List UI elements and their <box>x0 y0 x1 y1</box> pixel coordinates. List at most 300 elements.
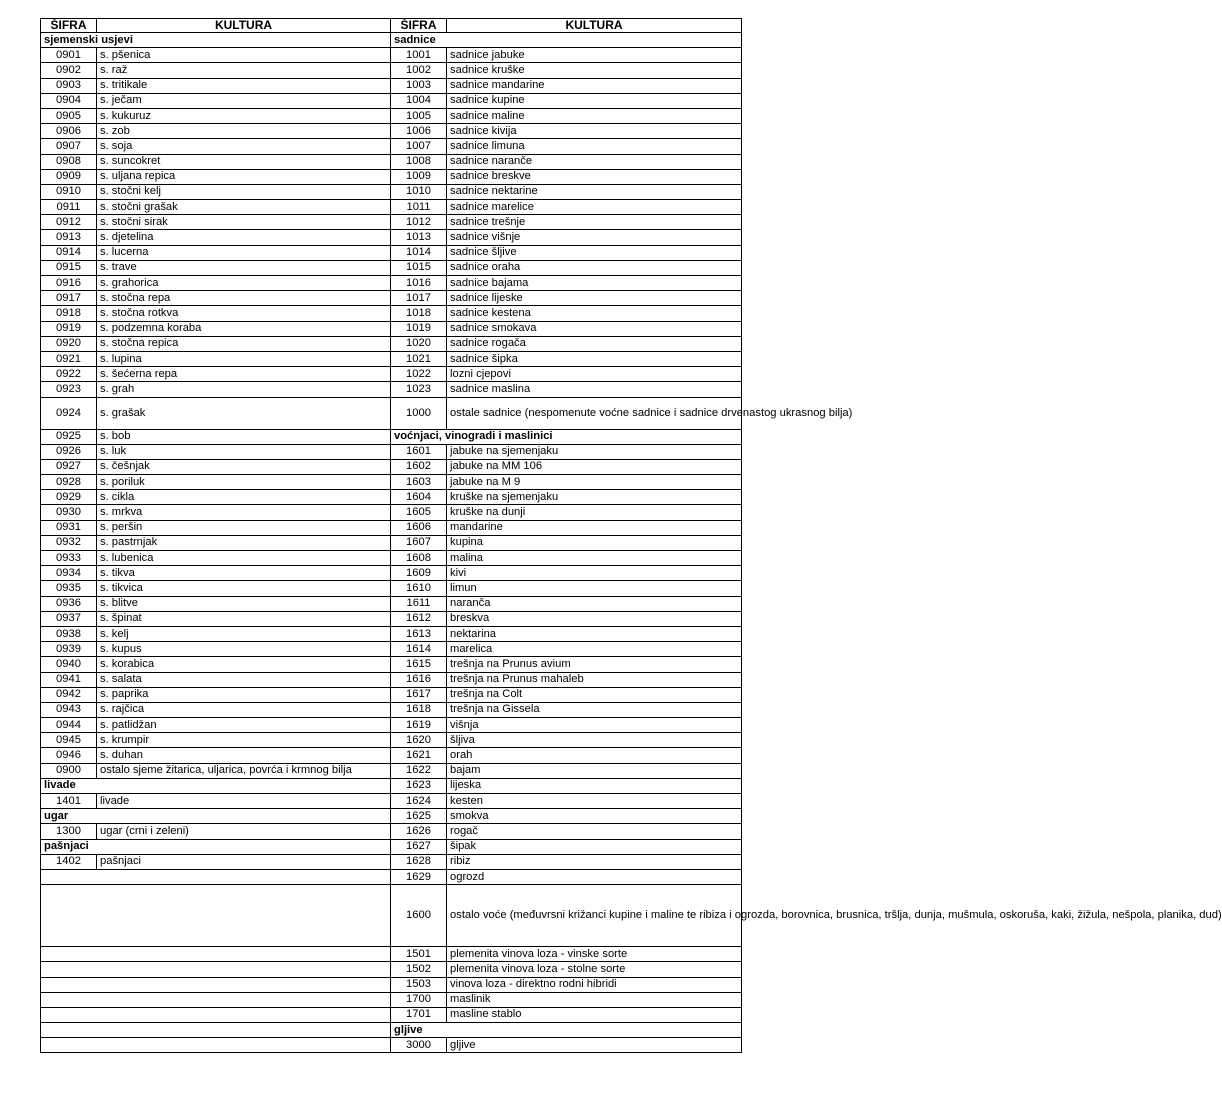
table-row <box>41 977 742 992</box>
code-cell: 1623 <box>391 778 447 793</box>
crop-name-cell: s. soja <box>97 139 391 154</box>
code-cell: 1502 <box>391 962 447 977</box>
code-cell: 0941 <box>41 672 97 687</box>
code-cell: 1005 <box>391 108 447 123</box>
code-cell: 1606 <box>391 520 447 535</box>
crop-code-table <box>40 18 1222 1053</box>
table-row <box>41 367 742 382</box>
crop-name-cell: sadnice nektarine <box>447 184 742 199</box>
crop-name-cell: sadnice kupine <box>447 93 742 108</box>
code-cell: 1401 <box>41 794 97 809</box>
table-row <box>41 124 742 139</box>
code-cell: 0930 <box>41 505 97 520</box>
code-cell: 0942 <box>41 687 97 702</box>
crop-name-cell: s. lubenica <box>97 551 391 566</box>
table-row <box>41 1038 742 1053</box>
crop-name-cell: malina <box>447 551 742 566</box>
crop-name-cell: s. rajčica <box>97 702 391 717</box>
crop-name-cell: kruške na dunji <box>447 505 742 520</box>
code-cell: 1009 <box>391 169 447 184</box>
code-cell: 1011 <box>391 200 447 215</box>
crop-name-cell: s. grašak <box>97 397 391 429</box>
code-cell: 0904 <box>41 93 97 108</box>
table-row <box>41 154 742 169</box>
table-row <box>41 429 742 444</box>
crop-name-cell: s. lupina <box>97 351 391 366</box>
code-cell: 0915 <box>41 260 97 275</box>
code-cell: 1016 <box>391 276 447 291</box>
code-cell: 0914 <box>41 245 97 260</box>
empty-cell <box>41 1023 391 1038</box>
code-cell: 0934 <box>41 566 97 581</box>
crop-name-cell: s. pastrnjak <box>97 535 391 550</box>
crop-name-cell: ugar (crni i zeleni) <box>97 824 391 839</box>
section-heading: voćnjaci, vinogradi i maslinici <box>391 429 742 444</box>
code-cell: 1022 <box>391 367 447 382</box>
empty-cell <box>41 1007 391 1022</box>
code-cell: 1605 <box>391 505 447 520</box>
empty-cell <box>41 885 391 947</box>
code-cell: 0900 <box>41 763 97 778</box>
code-cell: 0929 <box>41 490 97 505</box>
code-cell: 1003 <box>391 78 447 93</box>
crop-name-cell: sadnice višnje <box>447 230 742 245</box>
code-cell: 1001 <box>391 48 447 63</box>
crop-name-cell: ogrozd <box>447 869 742 884</box>
crop-name-cell: mandarine <box>447 520 742 535</box>
code-cell: 0932 <box>41 535 97 550</box>
code-cell: 1300 <box>41 824 97 839</box>
table-row <box>41 763 742 778</box>
crop-code-document <box>40 18 1222 1053</box>
table-row <box>41 382 742 397</box>
crop-name-cell: s. stočna repica <box>97 336 391 351</box>
crop-name-cell: nektarina <box>447 626 742 641</box>
crop-name-cell: s. stočni sirak <box>97 215 391 230</box>
code-cell: 1010 <box>391 184 447 199</box>
code-cell: 1012 <box>391 215 447 230</box>
crop-name-cell: s. šećerna repa <box>97 367 391 382</box>
code-cell: 1014 <box>391 245 447 260</box>
crop-name-cell: kupina <box>447 535 742 550</box>
crop-name-cell: s. stočni grašak <box>97 200 391 215</box>
crop-name-cell: sadnice breskve <box>447 169 742 184</box>
crop-name-cell: s. kelj <box>97 626 391 641</box>
code-cell: 0907 <box>41 139 97 154</box>
crop-name-cell: s. trave <box>97 260 391 275</box>
table-row <box>41 321 742 336</box>
code-cell: 0933 <box>41 551 97 566</box>
code-cell: 1626 <box>391 824 447 839</box>
code-cell: 1402 <box>41 854 97 869</box>
code-cell: 1019 <box>391 321 447 336</box>
crop-name-cell: plemenita vinova loza - stolne sorte <box>447 962 742 977</box>
crop-name-cell: ostalo sjeme žitarica, uljarica, povrća i krmnog bilja <box>97 763 391 778</box>
crop-name-cell: sadnice maline <box>447 108 742 123</box>
section-heading: ugar <box>41 809 391 824</box>
crop-name-cell: s. zob <box>97 124 391 139</box>
code-cell: 1628 <box>391 854 447 869</box>
table-row <box>41 351 742 366</box>
code-cell: 0925 <box>41 429 97 444</box>
table-row <box>41 778 742 793</box>
code-cell: 1629 <box>391 869 447 884</box>
table-row <box>41 78 742 93</box>
table-row <box>41 702 742 717</box>
code-cell: 0946 <box>41 748 97 763</box>
code-cell: 0940 <box>41 657 97 672</box>
crop-name-cell: naranča <box>447 596 742 611</box>
empty-cell <box>41 947 391 962</box>
crop-name-cell: sadnice trešnje <box>447 215 742 230</box>
code-cell: 0938 <box>41 626 97 641</box>
crop-name-cell: s. tritikale <box>97 78 391 93</box>
header-code-left: ŠIFRA <box>41 19 97 33</box>
code-cell: 1624 <box>391 794 447 809</box>
crop-name-cell: smokva <box>447 809 742 824</box>
crop-name-cell: sadnice rogača <box>447 336 742 351</box>
header-crop-left: KULTURA <box>97 19 391 33</box>
crop-name-cell: marelica <box>447 642 742 657</box>
code-cell: 0937 <box>41 611 97 626</box>
crop-name-cell: sadnice smokava <box>447 321 742 336</box>
code-cell: 1007 <box>391 139 447 154</box>
table-row <box>41 733 742 748</box>
crop-name-cell: limun <box>447 581 742 596</box>
table-row <box>41 824 742 839</box>
table-row <box>41 535 742 550</box>
code-cell: 3000 <box>391 1038 447 1053</box>
crop-name-cell: sadnice šipka <box>447 351 742 366</box>
code-cell: 1619 <box>391 718 447 733</box>
crop-name-cell: sadnice limuna <box>447 139 742 154</box>
table-row <box>41 490 742 505</box>
empty-cell <box>41 962 391 977</box>
crop-name-cell: s. bob <box>97 429 391 444</box>
crop-name-cell: s. peršin <box>97 520 391 535</box>
crop-name-cell: orah <box>447 748 742 763</box>
table-row <box>41 139 742 154</box>
crop-name-cell: livade <box>97 794 391 809</box>
table-row <box>41 566 742 581</box>
section-heading: livade <box>41 778 391 793</box>
code-cell: 1017 <box>391 291 447 306</box>
code-cell: 0931 <box>41 520 97 535</box>
crop-name-cell: s. ječam <box>97 93 391 108</box>
crop-name-cell: ostalo voće (međuvrsni križanci kupine i maline te ribiza i ogrozda, borovnica, brusnica, tršlja, dunja, mušmula, oskoruša, kaki, žižula, nešpola, planika, dud) <box>447 885 742 947</box>
crop-name-cell: s. duhan <box>97 748 391 763</box>
crop-name-cell: s. luk <box>97 444 391 459</box>
code-cell: 1021 <box>391 351 447 366</box>
code-cell: 1501 <box>391 947 447 962</box>
crop-name-cell: s. špinat <box>97 611 391 626</box>
code-cell: 1625 <box>391 809 447 824</box>
crop-name-cell: sadnice jabuke <box>447 48 742 63</box>
code-cell: 1002 <box>391 63 447 78</box>
table-row <box>41 63 742 78</box>
code-cell: 0908 <box>41 154 97 169</box>
crop-name-cell: s. suncokret <box>97 154 391 169</box>
crop-name-cell: trešnja na Prunus avium <box>447 657 742 672</box>
code-cell: 1602 <box>391 459 447 474</box>
crop-name-cell: sadnice mandarine <box>447 78 742 93</box>
table-row <box>41 551 742 566</box>
code-cell: 0939 <box>41 642 97 657</box>
crop-name-cell: trešnja na Prunus mahaleb <box>447 672 742 687</box>
code-cell: 0917 <box>41 291 97 306</box>
crop-name-cell: višnja <box>447 718 742 733</box>
table-row <box>41 245 742 260</box>
crop-name-cell: masline stablo <box>447 1007 742 1022</box>
section-heading: sadnice <box>391 33 742 48</box>
crop-name-cell: šipak <box>447 839 742 854</box>
table-row <box>41 1007 742 1022</box>
crop-name-cell: s. podzemna koraba <box>97 321 391 336</box>
section-heading: sjemenski usjevi <box>41 33 391 48</box>
code-cell: 1608 <box>391 551 447 566</box>
code-cell: 1604 <box>391 490 447 505</box>
crop-name-cell: jabuke na M 9 <box>447 475 742 490</box>
table-row <box>41 48 742 63</box>
code-cell: 1613 <box>391 626 447 641</box>
crop-name-cell: s. korabica <box>97 657 391 672</box>
code-cell: 0920 <box>41 336 97 351</box>
table-row <box>41 505 742 520</box>
crop-name-cell: s. tikvica <box>97 581 391 596</box>
code-cell: 1015 <box>391 260 447 275</box>
code-cell: 0935 <box>41 581 97 596</box>
code-cell: 0944 <box>41 718 97 733</box>
code-cell: 0922 <box>41 367 97 382</box>
code-cell: 0911 <box>41 200 97 215</box>
code-cell: 1622 <box>391 763 447 778</box>
table-row <box>41 947 742 962</box>
crop-name-cell: s. lucerna <box>97 245 391 260</box>
code-cell: 0936 <box>41 596 97 611</box>
crop-name-cell: s. tikva <box>97 566 391 581</box>
empty-cell <box>41 992 391 1007</box>
crop-name-cell: s. mrkva <box>97 505 391 520</box>
code-cell: 1020 <box>391 336 447 351</box>
code-cell: 1609 <box>391 566 447 581</box>
crop-name-cell: trešnja na Colt <box>447 687 742 702</box>
code-cell: 0919 <box>41 321 97 336</box>
code-cell: 0916 <box>41 276 97 291</box>
code-cell: 0905 <box>41 108 97 123</box>
crop-name-cell: rogač <box>447 824 742 839</box>
table-row <box>41 93 742 108</box>
table-row <box>41 611 742 626</box>
table-row <box>41 108 742 123</box>
empty-cell <box>41 977 391 992</box>
code-cell: 0918 <box>41 306 97 321</box>
crop-name-cell: sadnice šljive <box>447 245 742 260</box>
code-cell: 1603 <box>391 475 447 490</box>
crop-name-cell: s. kukuruz <box>97 108 391 123</box>
table-row <box>41 33 742 48</box>
table-row <box>41 672 742 687</box>
crop-name-cell: plemenita vinova loza - vinske sorte <box>447 947 742 962</box>
header-code-right: ŠIFRA <box>391 19 447 33</box>
header-crop-right: KULTURA <box>447 19 742 33</box>
code-cell: 0924 <box>41 397 97 429</box>
table-row <box>41 992 742 1007</box>
code-cell: 1621 <box>391 748 447 763</box>
table-row <box>41 581 742 596</box>
crop-name-cell: s. stočni kelj <box>97 184 391 199</box>
table-row <box>41 885 742 947</box>
crop-name-cell: gljive <box>447 1038 742 1053</box>
code-cell: 1617 <box>391 687 447 702</box>
crop-name-cell: sadnice kruške <box>447 63 742 78</box>
crop-name-cell: s. grahorica <box>97 276 391 291</box>
crop-name-cell: ostale sadnice (nespomenute voćne sadnice i sadnice drvenastog ukrasnog bilja) <box>447 397 742 429</box>
crop-name-cell: pašnjaci <box>97 854 391 869</box>
code-cell: 1018 <box>391 306 447 321</box>
code-cell: 0945 <box>41 733 97 748</box>
code-cell: 1611 <box>391 596 447 611</box>
table-row <box>41 306 742 321</box>
table-row <box>41 642 742 657</box>
crop-name-cell: s. blitve <box>97 596 391 611</box>
table-row <box>41 1023 742 1038</box>
crop-name-cell: s. djetelina <box>97 230 391 245</box>
code-cell: 1023 <box>391 382 447 397</box>
code-cell: 1503 <box>391 977 447 992</box>
code-cell: 0901 <box>41 48 97 63</box>
code-cell: 0909 <box>41 169 97 184</box>
table-row <box>41 169 742 184</box>
code-cell: 1700 <box>391 992 447 1007</box>
crop-name-cell: s. cikla <box>97 490 391 505</box>
crop-name-cell: s. patlidžan <box>97 718 391 733</box>
code-cell: 1618 <box>391 702 447 717</box>
crop-name-cell: sadnice oraha <box>447 260 742 275</box>
table-row <box>41 869 742 884</box>
code-cell: 1614 <box>391 642 447 657</box>
table-row <box>41 718 742 733</box>
table-row <box>41 397 742 429</box>
code-cell: 1008 <box>391 154 447 169</box>
section-heading: pašnjaci <box>41 839 391 854</box>
crop-name-cell: s. raž <box>97 63 391 78</box>
section-heading: gljive <box>391 1023 742 1038</box>
crop-name-cell: s. pšenica <box>97 48 391 63</box>
crop-name-cell: sadnice maslina <box>447 382 742 397</box>
code-cell: 1013 <box>391 230 447 245</box>
code-cell: 0943 <box>41 702 97 717</box>
code-cell: 0912 <box>41 215 97 230</box>
code-cell: 1600 <box>391 885 447 947</box>
table-row <box>41 230 742 245</box>
crop-name-cell: sadnice marelice <box>447 200 742 215</box>
crop-name-cell: s. stočna repa <box>97 291 391 306</box>
table-row <box>41 215 742 230</box>
code-cell: 1612 <box>391 611 447 626</box>
crop-name-cell: kruške na sjemenjaku <box>447 490 742 505</box>
table-row <box>41 200 742 215</box>
table-row <box>41 336 742 351</box>
crop-name-cell: jabuke na MM 106 <box>447 459 742 474</box>
crop-name-cell: s. krumpir <box>97 733 391 748</box>
crop-name-cell: s. uljana repica <box>97 169 391 184</box>
crop-name-cell: kesten <box>447 794 742 809</box>
table-row <box>41 626 742 641</box>
code-cell: 1004 <box>391 93 447 108</box>
empty-cell <box>41 869 391 884</box>
crop-name-cell: sadnice naranče <box>447 154 742 169</box>
table-row <box>41 475 742 490</box>
code-cell: 1610 <box>391 581 447 596</box>
crop-name-cell: lozni cjepovi <box>447 367 742 382</box>
code-cell: 0923 <box>41 382 97 397</box>
crop-name-cell: s. kupus <box>97 642 391 657</box>
code-cell: 0928 <box>41 475 97 490</box>
table-body <box>41 33 1222 1053</box>
code-cell: 1615 <box>391 657 447 672</box>
table-row <box>41 184 742 199</box>
code-cell: 1601 <box>391 444 447 459</box>
table-row <box>41 687 742 702</box>
crop-name-cell: šljiva <box>447 733 742 748</box>
crop-name-cell: kivi <box>447 566 742 581</box>
crop-name-cell: breskva <box>447 611 742 626</box>
crop-name-cell: s. paprika <box>97 687 391 702</box>
code-cell: 1627 <box>391 839 447 854</box>
table-row <box>41 444 742 459</box>
code-cell: 0903 <box>41 78 97 93</box>
crop-name-cell: s. poriluk <box>97 475 391 490</box>
table-header-row <box>41 19 742 33</box>
table-row <box>41 794 742 809</box>
code-cell: 0926 <box>41 444 97 459</box>
code-cell: 0913 <box>41 230 97 245</box>
crop-name-cell: trešnja na Gissela <box>447 702 742 717</box>
code-cell: 1616 <box>391 672 447 687</box>
crop-name-cell: jabuke na sjemenjaku <box>447 444 742 459</box>
crop-name-cell: sadnice kivija <box>447 124 742 139</box>
code-cell: 0906 <box>41 124 97 139</box>
crop-name-cell: vinova loza - direktno rodni hibridi <box>447 977 742 992</box>
empty-cell <box>41 1038 391 1053</box>
table-row <box>41 520 742 535</box>
crop-name-cell: ribiz <box>447 854 742 869</box>
code-cell: 0902 <box>41 63 97 78</box>
code-cell: 0910 <box>41 184 97 199</box>
table-row <box>41 459 742 474</box>
table-row <box>41 657 742 672</box>
code-cell: 0927 <box>41 459 97 474</box>
crop-name-cell: sadnice lijeske <box>447 291 742 306</box>
crop-name-cell: sadnice kestena <box>447 306 742 321</box>
crop-name-cell: lijeska <box>447 778 742 793</box>
table-row <box>41 748 742 763</box>
table-row <box>41 260 742 275</box>
crop-name-cell: maslinik <box>447 992 742 1007</box>
crop-name-cell: sadnice bajama <box>447 276 742 291</box>
table-row <box>41 854 742 869</box>
table-row <box>41 291 742 306</box>
table-row <box>41 276 742 291</box>
code-cell: 0921 <box>41 351 97 366</box>
crop-name-cell: s. češnjak <box>97 459 391 474</box>
crop-name-cell: bajam <box>447 763 742 778</box>
code-cell: 1607 <box>391 535 447 550</box>
crop-name-cell: s. grah <box>97 382 391 397</box>
code-cell: 1701 <box>391 1007 447 1022</box>
table-row <box>41 839 742 854</box>
table-row <box>41 596 742 611</box>
